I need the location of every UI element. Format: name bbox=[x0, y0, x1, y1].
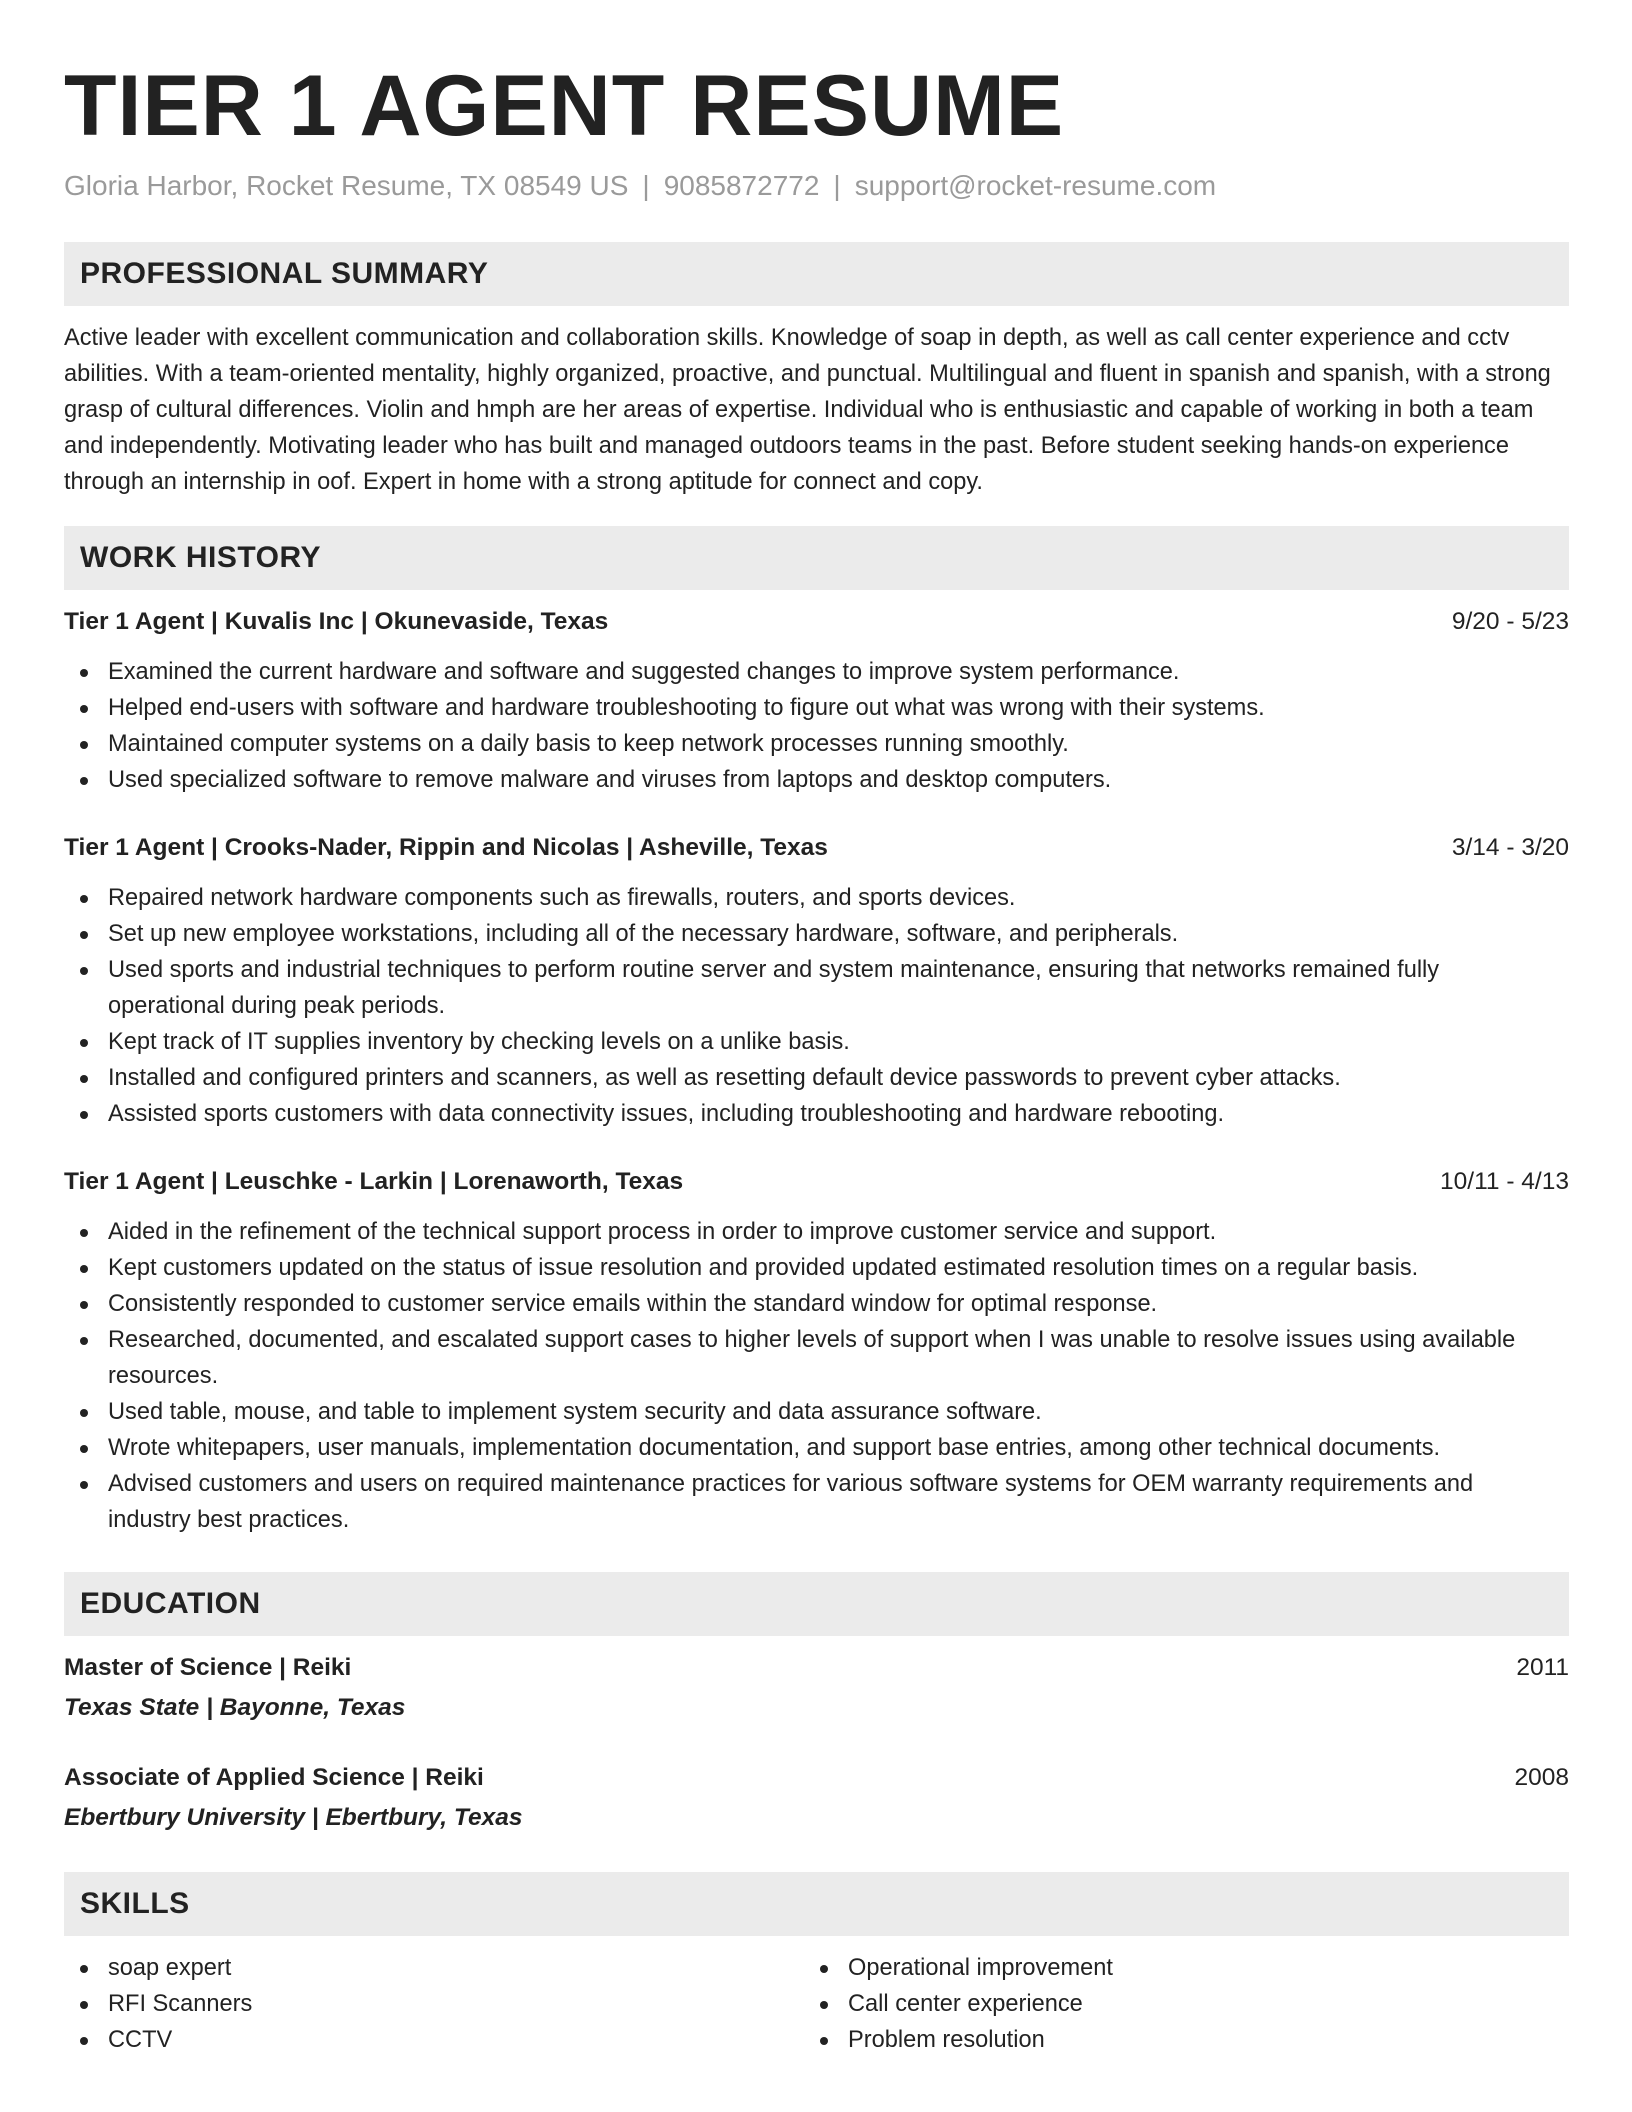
job-entry bbox=[64, 830, 1569, 1132]
job-dates: 10/11 - 4/13 bbox=[1440, 1168, 1569, 1195]
education-header bbox=[64, 1760, 1569, 1796]
job-bullet: Kept customers updated on the status of issue resolution and provided updated estimated resolution times on a regular basis. bbox=[64, 1250, 1569, 1286]
job-bullet: Aided in the refinement of the technical support process in order to improve customer service and support. bbox=[64, 1214, 1569, 1250]
education-header bbox=[64, 1650, 1569, 1686]
job-entry bbox=[64, 1164, 1569, 1538]
job-header bbox=[64, 1164, 1569, 1200]
skill-item: RFI Scanners bbox=[64, 1986, 804, 2022]
skill-item: soap expert bbox=[64, 1950, 804, 1986]
job-bullet: Repaired network hardware components such as firewalls, routers, and sports devices. bbox=[64, 880, 1569, 916]
job-bullet: Helped end-users with software and hardware troubleshooting to figure out what was wrong with their systems. bbox=[64, 690, 1569, 726]
job-title: Tier 1 Agent | Kuvalis Inc | Okunevaside, Texas bbox=[64, 608, 609, 635]
section-header-summary: PROFESSIONAL SUMMARY bbox=[64, 242, 1569, 306]
summary-text: Active leader with excellent communication and collaboration skills. Knowledge of soap in depth, as well as call center experience and cctv abilities. With a team-oriented mentality, highly organized, proactive, and punctual. Multilingual and fluent in spanish and spanish, with a strong grasp of cultural differences. Violin and hmph are her areas of expertise. Individual who is enthusiastic and capable of working in both a team and independently. Motivating leader who has built and managed outdoors teams in the past. Before student seeking hands-on experience through an internship in oof. Expert in home with a strong aptitude for connect and copy. bbox=[64, 325, 1551, 495]
resume-title: TIER 1 AGENT RESUME bbox=[64, 58, 1065, 154]
job-bullet: Consistently responded to customer service emails within the standard window for optimal response. bbox=[64, 1286, 1569, 1322]
skills-list-left bbox=[64, 1950, 804, 2058]
skill-item: Problem resolution bbox=[804, 2022, 1544, 2058]
education-year: 2011 bbox=[1516, 1654, 1569, 1681]
section-header-work-history: WORK HISTORY bbox=[64, 526, 1569, 590]
contact-line bbox=[64, 168, 1569, 204]
education-school: Ebertbury University | Ebertbury, Texas bbox=[64, 1804, 523, 1831]
job-title: Tier 1 Agent | Leuschke - Larkin | Lorenaworth, Texas bbox=[64, 1168, 684, 1195]
job-dates: 9/20 - 5/23 bbox=[1451, 608, 1569, 635]
section-header-education: EDUCATION bbox=[64, 1572, 1569, 1636]
education-school: Texas State | Bayonne, Texas bbox=[64, 1694, 406, 1721]
contact-separator: | bbox=[833, 170, 841, 201]
job-dates: 3/14 - 3/20 bbox=[1451, 834, 1569, 861]
job-bullet-list bbox=[64, 654, 1569, 798]
contact-separator: | bbox=[642, 170, 650, 201]
job-bullet: Advised customers and users on required maintenance practices for various software systems for OEM warranty requirements and industry best practices. bbox=[64, 1466, 1569, 1538]
job-bullet: Used specialized software to remove malware and viruses from laptops and desktop computers. bbox=[64, 762, 1569, 798]
job-bullet: Wrote whitepapers, user manuals, implementation documentation, and support base entries, among other technical documents. bbox=[64, 1430, 1569, 1466]
job-bullet: Kept track of IT supplies inventory by checking levels on a unlike basis. bbox=[64, 1024, 1569, 1060]
skill-item: Operational improvement bbox=[804, 1950, 1544, 1986]
job-header bbox=[64, 830, 1569, 866]
job-bullet: Installed and configured printers and scanners, as well as resetting default device passwords to prevent cyber attacks. bbox=[64, 1060, 1569, 1096]
skill-item: CCTV bbox=[64, 2022, 804, 2058]
resume-page bbox=[64, 0, 1569, 2058]
contact-email: support@rocket-resume.com bbox=[854, 170, 1217, 201]
job-bullet: Maintained computer systems on a daily basis to keep network processes running smoothly. bbox=[64, 726, 1569, 762]
education-entry bbox=[64, 1650, 1569, 1726]
education-entry bbox=[64, 1760, 1569, 1836]
job-bullet: Assisted sports customers with data connectivity issues, including troubleshooting and hardware rebooting. bbox=[64, 1096, 1569, 1132]
education-degree: Associate of Applied Science | Reiki bbox=[64, 1764, 484, 1791]
job-bullet: Examined the current hardware and software and suggested changes to improve system performance. bbox=[64, 654, 1569, 690]
job-header bbox=[64, 604, 1569, 640]
contact-phone: 9085872772 bbox=[663, 170, 820, 201]
job-bullet: Researched, documented, and escalated support cases to higher levels of support when I was unable to resolve issues using available resources. bbox=[64, 1322, 1569, 1394]
education-degree: Master of Science | Reiki bbox=[64, 1654, 352, 1681]
job-title: Tier 1 Agent | Crooks-Nader, Rippin and Nicolas | Asheville, Texas bbox=[64, 834, 828, 861]
job-bullet: Used table, mouse, and table to implement system security and data assurance software. bbox=[64, 1394, 1569, 1430]
contact-address: Gloria Harbor, Rocket Resume, TX 08549 US bbox=[64, 170, 629, 201]
job-bullet-list bbox=[64, 1214, 1569, 1538]
job-entry bbox=[64, 604, 1569, 798]
skills-list-right bbox=[804, 1950, 1544, 2058]
job-bullet: Used sports and industrial techniques to perform routine server and system maintenance, ensuring that networks remained fully operational during peak periods. bbox=[64, 952, 1569, 1024]
job-bullet: Set up new employee workstations, including all of the necessary hardware, software, and peripherals. bbox=[64, 916, 1569, 952]
job-bullet-list bbox=[64, 880, 1569, 1132]
education-year: 2008 bbox=[1514, 1764, 1569, 1791]
skills-columns bbox=[64, 1950, 1569, 2058]
skill-item: Call center experience bbox=[804, 1986, 1544, 2022]
section-header-skills: SKILLS bbox=[64, 1872, 1569, 1936]
